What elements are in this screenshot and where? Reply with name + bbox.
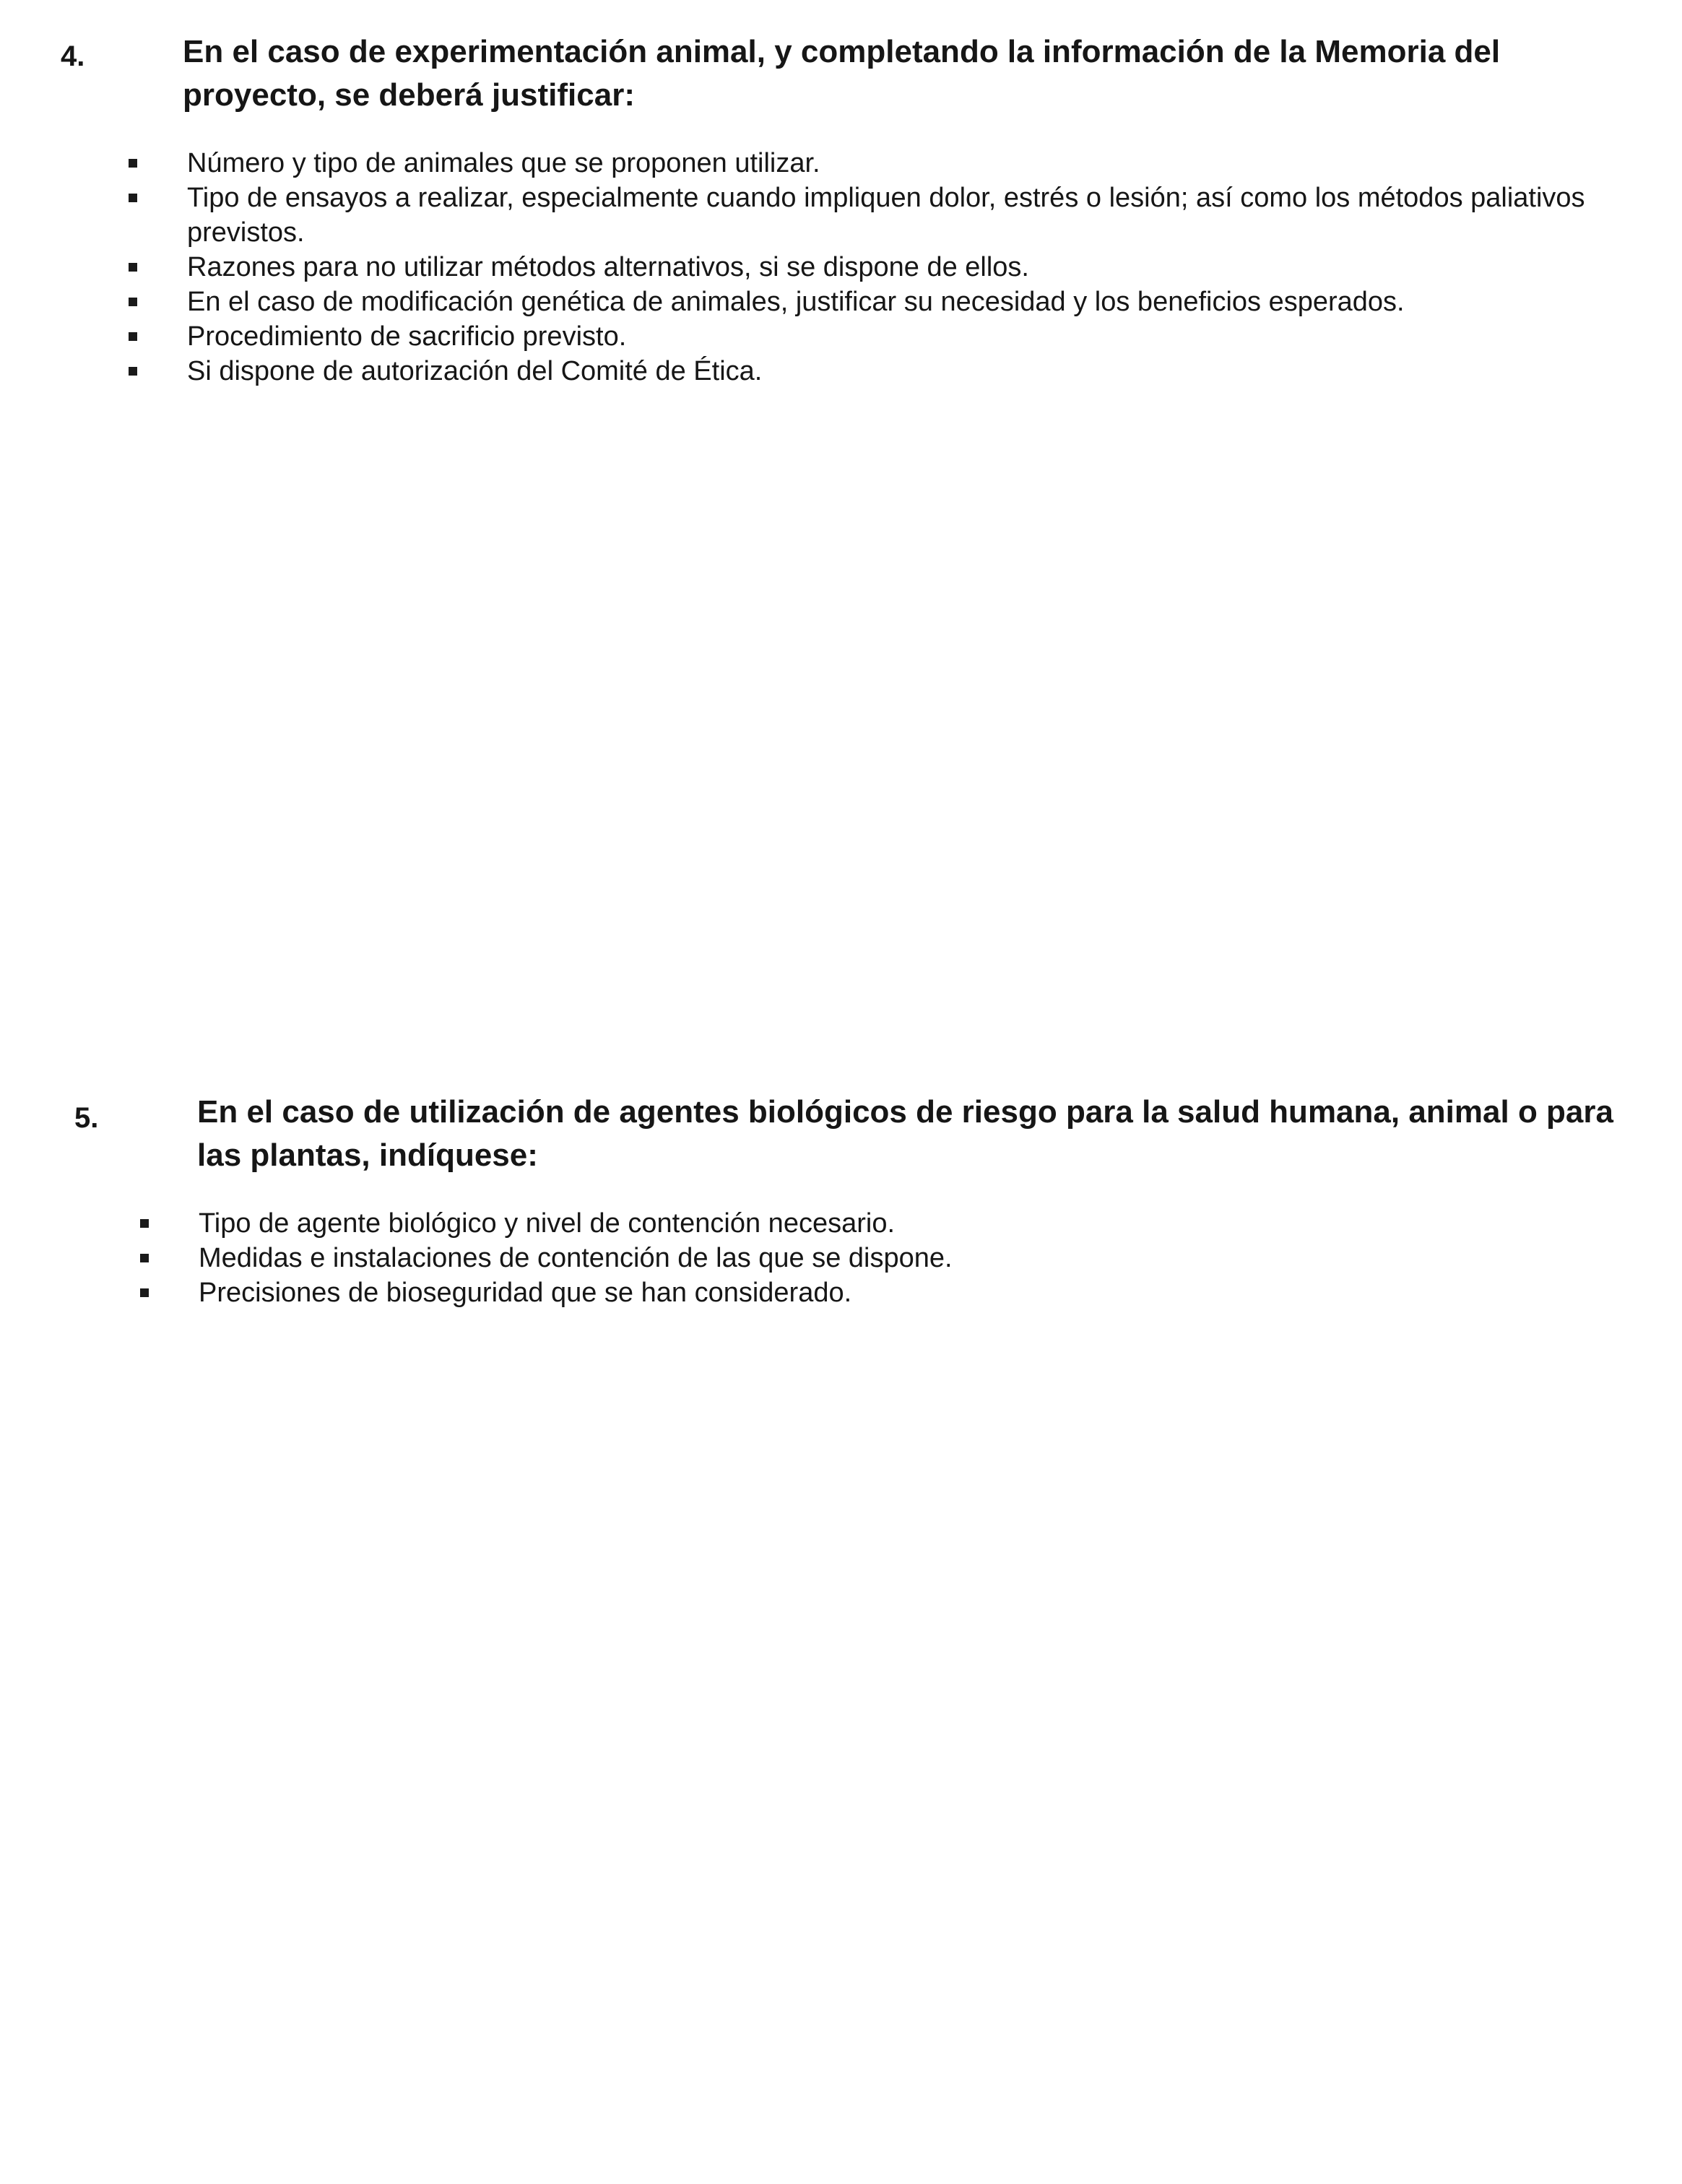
square-bullet-icon <box>129 332 137 341</box>
list-item-text: Razones para no utilizar métodos alternativos, si se dispone de ellos. <box>187 252 1029 282</box>
list-item <box>0 319 1617 354</box>
list-item-text: Precisiones de bioseguridad que se han considerado. <box>199 1278 852 1308</box>
section-4-list <box>0 146 1682 389</box>
square-bullet-icon <box>140 1288 149 1297</box>
list-item <box>0 354 1617 389</box>
section-4-number: 4. <box>61 40 85 72</box>
list-item <box>0 250 1617 285</box>
square-bullet-icon <box>140 1254 149 1262</box>
section-5-list <box>0 1206 1682 1310</box>
section-4-title: En el caso de experimentación animal, y completando la información de la Memoria del proyecto, se deberá justificar: <box>183 34 1501 113</box>
list-item <box>0 285 1617 319</box>
list-item <box>0 146 1617 181</box>
list-item-text: Número y tipo de animales que se proponen utilizar. <box>187 148 820 178</box>
square-bullet-icon <box>129 159 137 168</box>
list-item-text: Si dispone de autorización del Comité de Ética. <box>187 356 763 386</box>
list-item <box>0 181 1617 250</box>
square-bullet-icon <box>129 194 137 202</box>
section-5-number: 5. <box>74 1102 99 1134</box>
square-bullet-icon <box>129 367 137 376</box>
list-item-text: En el caso de modificación genética de animales, justificar su necesidad y los beneficios esperados. <box>187 287 1405 317</box>
list-item-text: Tipo de ensayos a realizar, especialmente cuando impliquen dolor, estrés o lesión; así como los métodos paliativos previstos. <box>187 183 1585 248</box>
square-bullet-icon <box>129 263 137 272</box>
list-item-text: Medidas e instalaciones de contención de las que se dispone. <box>199 1243 953 1273</box>
list-item <box>0 1206 1614 1241</box>
list-item-text: Procedimiento de sacrificio previsto. <box>187 321 627 352</box>
list-item-text: Tipo de agente biológico y nivel de contención necesario. <box>199 1208 896 1239</box>
square-bullet-icon <box>129 298 137 306</box>
section-5-title: En el caso de utilización de agentes biológicos de riesgo para la salud humana, animal o para las plantas, indíquese: <box>197 1094 1613 1173</box>
list-item <box>0 1275 1614 1310</box>
square-bullet-icon <box>140 1219 149 1228</box>
list-item <box>0 1241 1614 1275</box>
